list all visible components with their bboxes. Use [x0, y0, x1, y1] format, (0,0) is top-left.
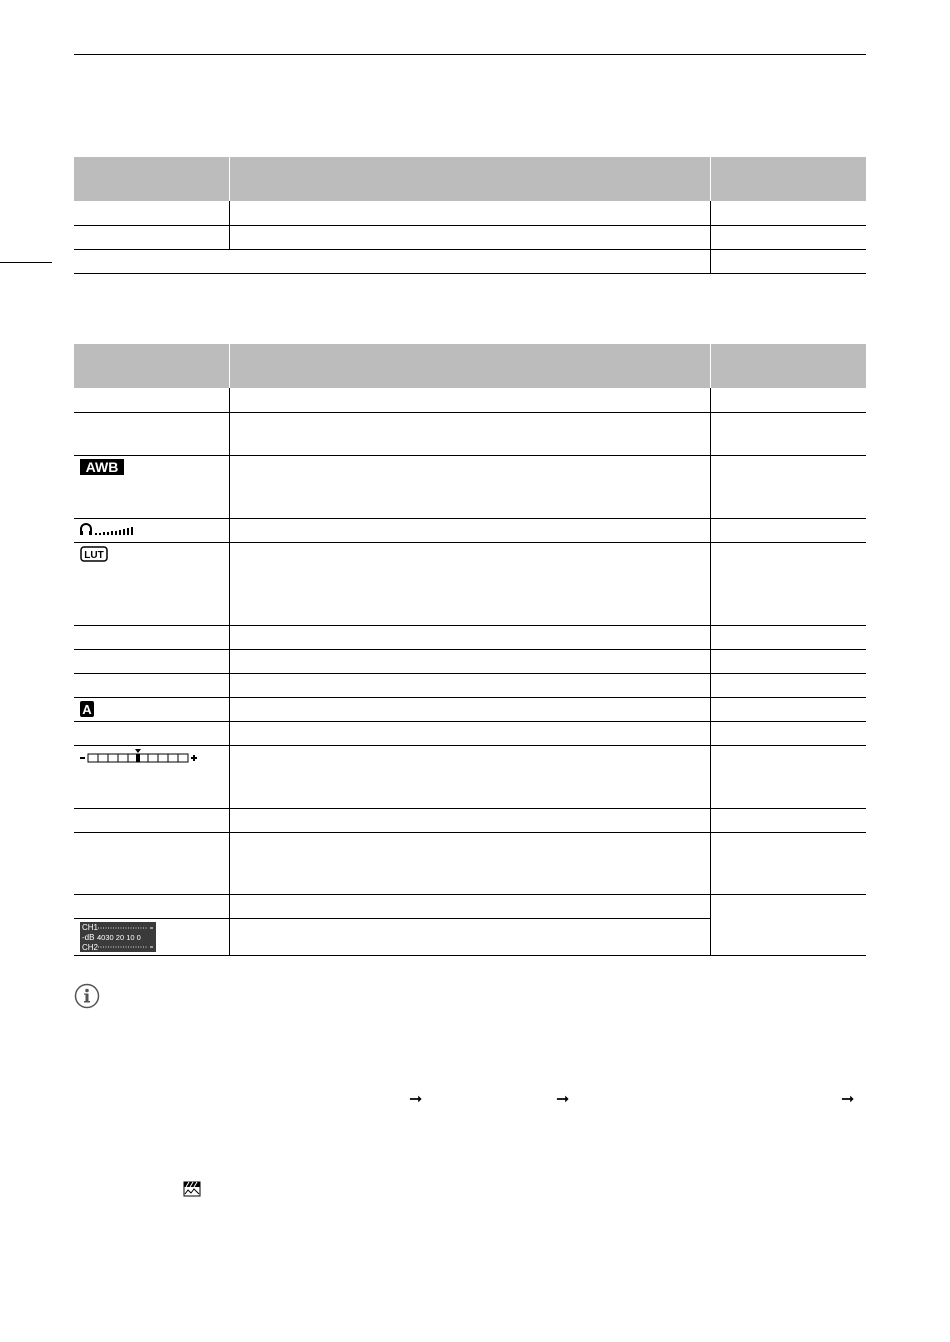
header-rule — [74, 54, 866, 55]
table-cell — [710, 201, 866, 225]
table-cell — [229, 518, 710, 542]
table-cell — [74, 808, 229, 832]
settings-table-2 — [74, 344, 866, 956]
table-cell — [229, 542, 710, 625]
table-cell — [710, 745, 866, 808]
table-cell — [74, 721, 229, 745]
table-cell — [710, 894, 866, 955]
table-cell — [74, 625, 229, 649]
table-cell — [710, 542, 866, 625]
table-cell — [74, 201, 229, 225]
menu-path-arrow: ➞ — [556, 1091, 570, 1108]
table-header-row — [74, 344, 866, 388]
table-row — [74, 745, 866, 808]
info-icon — [74, 983, 100, 1009]
table-row — [74, 832, 866, 894]
table-row — [74, 249, 866, 273]
table-cell — [710, 721, 866, 745]
table-cell — [229, 918, 710, 955]
table-row — [74, 201, 866, 225]
table-cell — [74, 832, 229, 894]
table-row — [74, 455, 866, 518]
table-cell — [74, 894, 229, 918]
table-cell — [74, 518, 229, 542]
table-cell — [710, 412, 866, 455]
table-cell — [229, 808, 710, 832]
table-cell — [710, 625, 866, 649]
header-cell — [74, 344, 229, 388]
table-cell — [229, 625, 710, 649]
section-tab-marker — [0, 262, 52, 263]
table-cell — [229, 455, 710, 518]
table-cell — [229, 649, 710, 673]
table-cell — [229, 832, 710, 894]
table-cell — [74, 697, 229, 721]
table-row — [74, 697, 866, 721]
awb-icon — [80, 459, 124, 475]
menu-path-arrow: ➞ — [841, 1091, 855, 1108]
audio-ch2-label: CH2 — [82, 942, 99, 952]
header-cell — [229, 157, 710, 201]
table-row — [74, 412, 866, 455]
menu-path-arrow: ➞ — [409, 1091, 423, 1108]
headphone-level-icon — [80, 522, 140, 536]
table-cell — [229, 388, 710, 412]
exposure-meter-icon — [80, 749, 200, 763]
table-cell — [229, 201, 710, 225]
table-row — [74, 388, 866, 412]
lut-icon-text: LUT — [84, 549, 104, 561]
table-cell — [229, 721, 710, 745]
table-cell — [710, 697, 866, 721]
table-cell — [710, 225, 866, 249]
table-cell — [74, 745, 229, 808]
table-cell — [74, 249, 710, 273]
table-cell — [74, 673, 229, 697]
table-cell — [229, 745, 710, 808]
table-row — [74, 225, 866, 249]
awb-icon-text: AWB — [85, 458, 119, 475]
table-cell — [710, 673, 866, 697]
table-cell — [229, 894, 710, 918]
table-cell — [710, 649, 866, 673]
audio-db-label: -dB — [82, 932, 95, 942]
table-cell — [74, 649, 229, 673]
header-cell — [74, 157, 229, 201]
header-cell — [710, 344, 866, 388]
table-cell — [710, 249, 866, 273]
audio-scale-label: 4030 20 10 0 — [97, 932, 141, 942]
watermark-icon — [183, 1181, 201, 1197]
table-row — [74, 649, 866, 673]
settings-table-1 — [74, 157, 866, 274]
header-cell — [229, 344, 710, 388]
table-row — [74, 673, 866, 697]
table-row — [74, 625, 866, 649]
table-cell — [229, 673, 710, 697]
table-cell — [710, 808, 866, 832]
audio-ch1-label: CH1 — [82, 922, 99, 932]
table-cell — [229, 412, 710, 455]
table-cell — [74, 918, 229, 955]
table-cell — [229, 225, 710, 249]
table-row — [74, 808, 866, 832]
table-row — [74, 894, 866, 918]
table-cell — [74, 225, 229, 249]
auto-icon — [80, 701, 94, 717]
auto-icon-text: A — [82, 701, 92, 717]
table-row — [74, 518, 866, 542]
table-row — [74, 542, 866, 625]
table-cell — [74, 542, 229, 625]
table-cell — [710, 832, 866, 894]
table-cell — [74, 412, 229, 455]
table-row — [74, 721, 866, 745]
audio-level-meter-icon — [80, 922, 156, 952]
table-cell — [229, 697, 710, 721]
table-cell — [710, 388, 866, 412]
table-cell — [710, 455, 866, 518]
table-cell — [710, 518, 866, 542]
table-header-row — [74, 157, 866, 201]
table-cell — [74, 455, 229, 518]
table-cell — [74, 388, 229, 412]
lut-icon — [80, 546, 108, 562]
header-cell — [710, 157, 866, 201]
